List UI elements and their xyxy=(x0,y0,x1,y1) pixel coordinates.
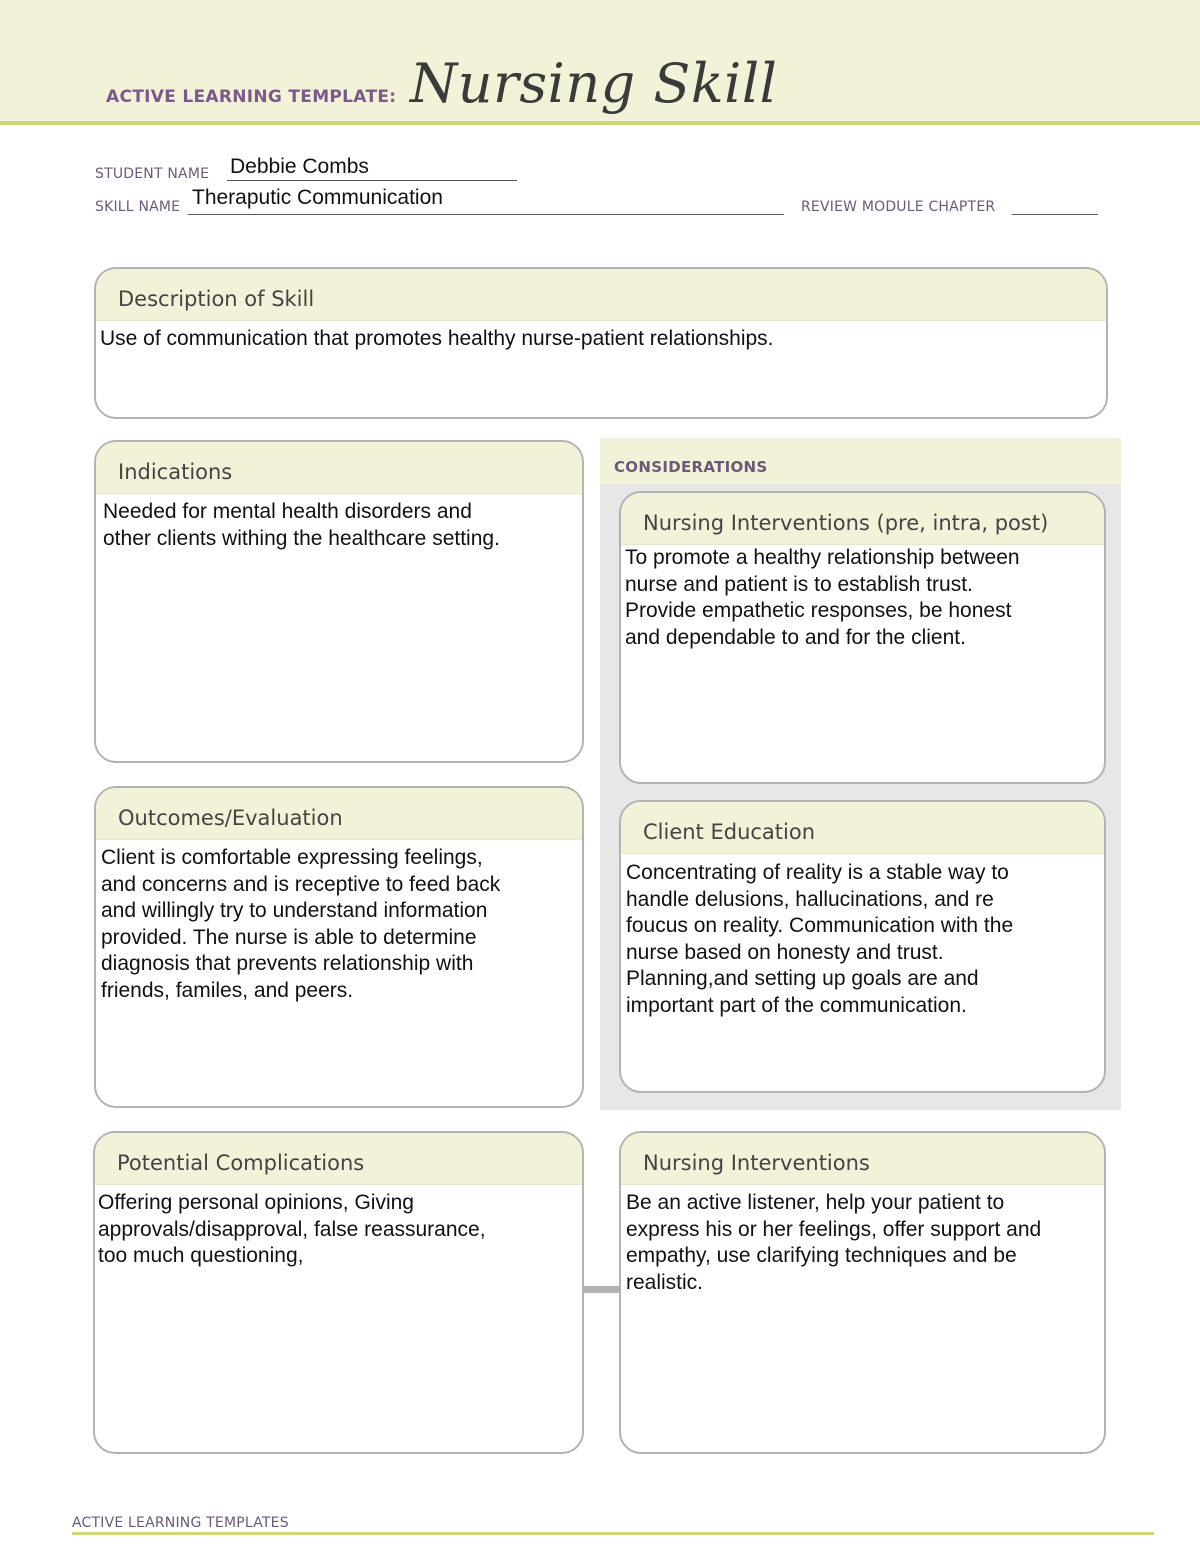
nursing-interventions-ppp-panel xyxy=(619,491,1106,784)
review-module-line xyxy=(1012,214,1098,215)
skill-name-field[interactable]: Theraputic Communication xyxy=(192,186,443,209)
potential-complications-panel xyxy=(93,1131,584,1454)
nursing-interventions-ppp-title: Nursing Interventions (pre, intra, post) xyxy=(621,493,1104,545)
outcomes-panel xyxy=(94,786,584,1108)
potential-complications-title: Potential Complications xyxy=(95,1133,582,1185)
nursing-interventions-ppp-body[interactable]: To promote a healthy relationship between nurse and patient is to establish trust. Provide empathetic responses, be honest and dependable to and for the client. xyxy=(625,546,1020,649)
connector-bar xyxy=(583,1286,620,1293)
skill-name-line xyxy=(188,214,784,215)
outcomes-body[interactable]: Client is comfortable expressing feelings, and concerns and is receptive to feed back and willingly try to understand information provided. The nurse is able to determine diagnosis that prevents relationship with friends, familes, and peers. xyxy=(101,846,501,1002)
student-name-label: STUDENT NAME xyxy=(95,166,210,182)
client-education-panel xyxy=(619,800,1106,1093)
indications-body[interactable]: Needed for mental health disorders and other clients withing the healthcare setting. xyxy=(103,500,500,550)
indications-title: Indications xyxy=(96,442,582,494)
nursing-interventions-panel xyxy=(619,1131,1106,1454)
review-module-label: REVIEW MODULE CHAPTER xyxy=(801,199,996,215)
potential-complications-body[interactable]: Offering personal opinions, Giving approvals/disapproval, false reassurance, too much questioning, xyxy=(98,1191,486,1267)
student-name-field[interactable]: Debbie Combs xyxy=(230,155,369,178)
outcomes-title: Outcomes/Evaluation xyxy=(96,788,582,840)
client-education-body[interactable]: Concentrating of reality is a stable way to handle delusions, hallucinations, and re foucus on reality. Communication with the nurse based on honesty and trust. Planning,and setting up goals are and important part of the communication. xyxy=(626,861,1014,1017)
skill-name-label: SKILL NAME xyxy=(95,199,181,215)
client-education-title: Client Education xyxy=(621,802,1104,854)
header-rule xyxy=(0,121,1200,125)
nursing-interventions-title: Nursing Interventions xyxy=(621,1133,1104,1185)
template-label: ACTIVE LEARNING TEMPLATE: xyxy=(106,87,397,107)
footer-label: ACTIVE LEARNING TEMPLATES xyxy=(72,1515,289,1531)
description-body[interactable]: Use of communication that promotes healthy nurse-patient relationships. xyxy=(100,327,774,350)
footer-rule xyxy=(72,1532,1154,1535)
student-name-line xyxy=(227,180,517,181)
nursing-interventions-body[interactable]: Be an active listener, help your patient to express his or her feelings, offer support and empathy, use clarifying techniques and be realistic. xyxy=(626,1191,1042,1294)
template-title: Nursing Skill xyxy=(410,52,778,115)
description-title: Description of Skill xyxy=(96,269,1106,321)
indications-panel xyxy=(94,440,584,763)
description-panel xyxy=(94,267,1108,419)
considerations-label: CONSIDERATIONS xyxy=(614,458,768,476)
